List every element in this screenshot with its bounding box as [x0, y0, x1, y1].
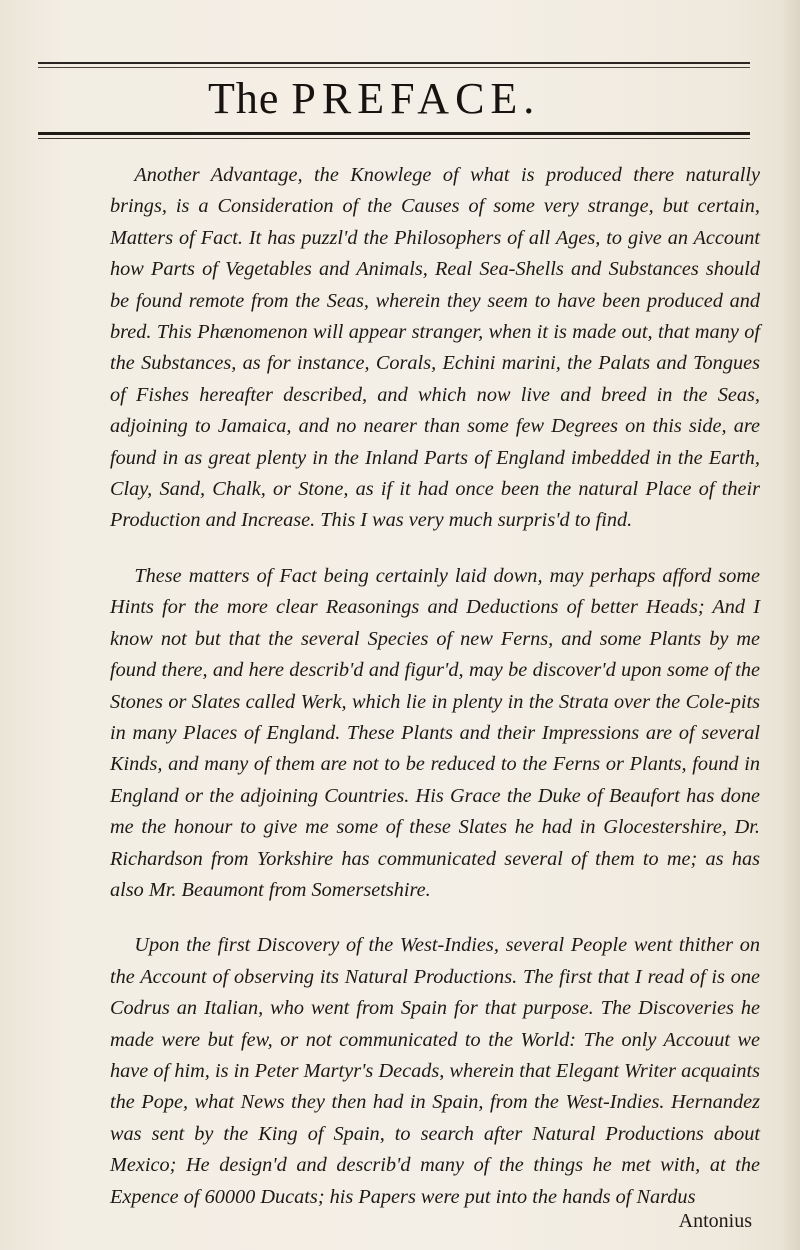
header-rule-top — [38, 62, 750, 64]
header-rule-top-thin — [38, 67, 750, 68]
catchword: Antonius — [678, 1210, 752, 1232]
page-title — [208, 74, 540, 124]
header-rule-bottom-thin — [38, 138, 750, 139]
paragraph-advantage: Another Advantage, the Knowlege of what is produced there naturally brings, is a Consideration of the Causes of some very strange, but certain, Matters of Fact. It has puzzl'd the Philosophers of all Ages, to give an Account how Parts of Vegetables and Animals, Real Sea-Shells and Substances should be found remote from the Seas, wherein they seem to have been produced and bred. This Phænomenon will appear stranger, when it is made out, that many of the Substances, as for instance, Corals, Echini marini, the Palats and Tongues of Fishes hereafter described, and which now live and breed in the Seas, adjoining to Jamaica, and no nearer than some few Degrees on this side, are found in as great plenty in the Inland Parts of England imbedded in the Earth, Clay, Sand, Chalk, or Stone, as if it had once been the natural Place of their Production and Increase. This I was very much surpris'd to find. — [110, 164, 760, 532]
header-rule-bottom — [38, 132, 750, 135]
page-title-article: The — [208, 74, 280, 123]
page-edge-shadow — [782, 0, 800, 1250]
paragraph-matters-of-fact: These matters of Fact being certainly laid down, may perhaps afford some Hints for the more clear Reasonings and Deductions of better Heads; And I know not but that the several Species of new Ferns, and some Plants by me found there, and here describ'd and figur'd, may be discover'd upon some of the Stones or Slates called Werk, which lie in plenty in the Strata over the Cole-pits in many Places of England. These Plants and their Impressions are of several Kinds, and many of them are not to be reduced to the Ferns or Plants, found in England or the adjoining Countries. His Grace the Duke of Beaufort has done me the honour to give me some of these Slates he had in Glocestershire, Dr. Richardson from Yorkshire has communicated several of them to me; as has also Mr. Beaumont from Somersetshire. — [110, 564, 760, 901]
preface-body — [110, 160, 760, 1213]
paragraph-west-indies: Upon the first Discovery of the West-Indies, several People went thither on the Account of observing its Natural Productions. The first that I read of is one Codrus an Italian, who went from Spain for that purpose. The Discoveries he made were but few, or not communicated to the World: The only Accouut we have of him, is in Peter Martyr's Decads, wherein that Elegant Writer acquaints the Pope, what News they then had in Spain, from the West-Indies. Hernandez was sent by the King of Spain, to search after Natural Productions about Mexico; He design'd and describ'd many of the things he met with, at the Expence of 60000 Ducats; his Papers were put into the hands of Nardus — [110, 934, 760, 1208]
running-head — [38, 32, 750, 142]
page-title-word: PREFACE. — [291, 74, 541, 123]
